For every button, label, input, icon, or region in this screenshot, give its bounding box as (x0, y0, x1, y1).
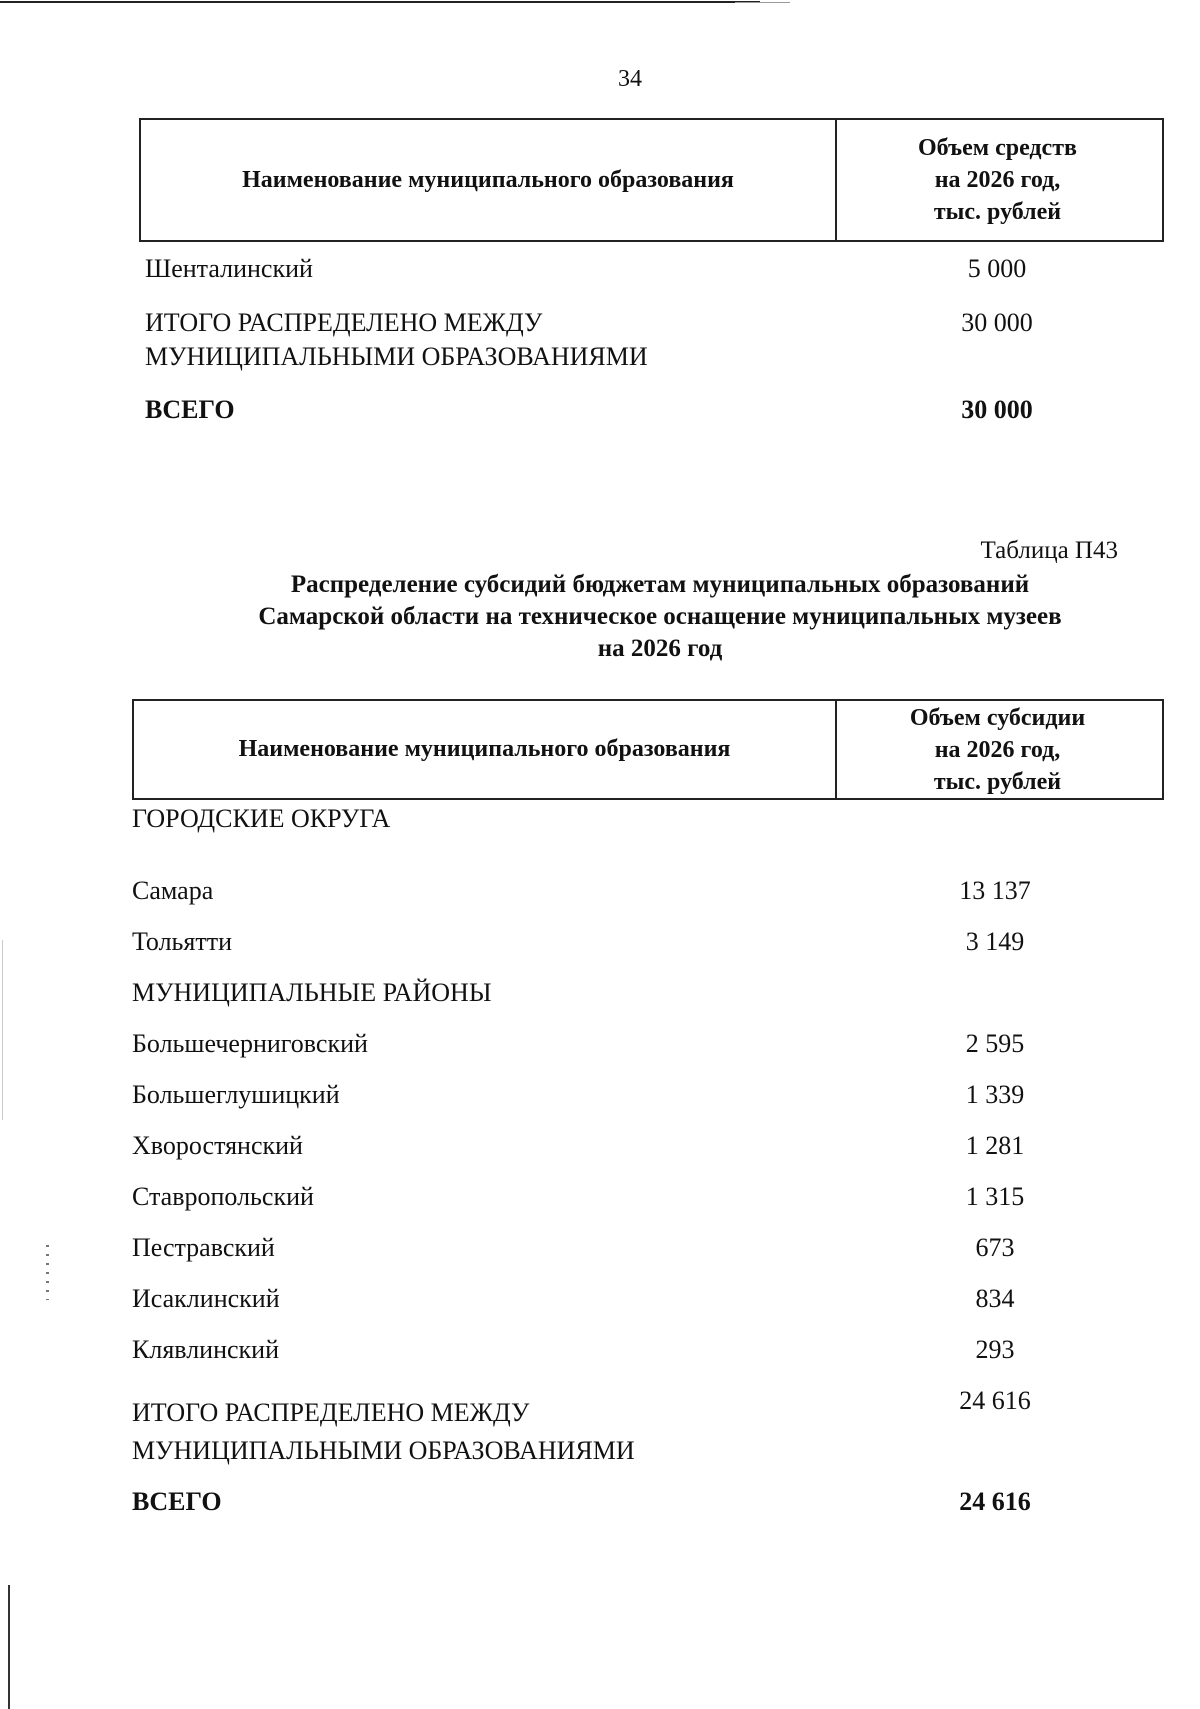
table-row-name: Самара (132, 876, 214, 905)
table-title-line: Распределение субсидий бюджетам муниципальных образований (290, 571, 1030, 598)
table2-header-value (833, 701, 1162, 798)
table-title-line: на 2026 год (597, 635, 723, 662)
table-row-value: 5 000 (967, 254, 1027, 283)
table-row-value: 673 (975, 1233, 1015, 1262)
scan-edge-bar (8, 1585, 10, 1709)
table-row-value: 2 595 (965, 1029, 1025, 1058)
scan-edge-line (0, 1, 760, 3)
table-row-value: 3 149 (965, 927, 1025, 956)
table-row-value: 834 (975, 1284, 1015, 1313)
table-row-value: 1 339 (965, 1080, 1025, 1109)
table-row-value: 13 137 (959, 876, 1031, 905)
table-row-name: Хворостянский (132, 1131, 303, 1160)
table2-header-value-line: на 2026 год, (934, 736, 1061, 763)
table-row-name: Клявлинский (132, 1335, 280, 1364)
section-heading: ГОРОДСКИЕ ОКРУГА (132, 804, 391, 833)
scan-edge-faint (2, 940, 3, 1120)
table-row-name: Ставропольский (132, 1182, 314, 1211)
page-number: 34 (618, 66, 642, 92)
scan-edge-dots (46, 1245, 49, 1300)
table-title (130, 569, 1190, 665)
table-row-name: Тольятти (132, 927, 233, 956)
table2-header-value-line: тыс. рублей (933, 768, 1062, 795)
table-row-name: Большеглушицкий (132, 1080, 340, 1109)
table1-header (139, 118, 1164, 242)
table-row-value: 293 (975, 1335, 1015, 1364)
table-row-name: МУНИЦИПАЛЬНЫМИ ОБРАЗОВАНИЯМИ (145, 342, 648, 371)
table1-header-value-line: тыс. рублей (933, 199, 1062, 225)
table-row-name: ВСЕГО (145, 395, 235, 424)
table-caption: Таблица П43 (980, 537, 1118, 564)
table1-header-value-line: на 2026 год, (934, 167, 1061, 193)
table-row-name: Шенталинский (145, 254, 313, 283)
section-heading: МУНИЦИПАЛЬНЫЕ РАЙОНЫ (132, 978, 492, 1007)
table-row-name: Большечерниговский (132, 1029, 368, 1058)
table2-header-name: Наименование муниципального образования (134, 701, 837, 798)
table2-header (132, 699, 1164, 800)
table-row-name: Пестравский (132, 1233, 275, 1262)
table-row-value: 1 315 (965, 1182, 1025, 1211)
table-row-value: 1 281 (965, 1131, 1025, 1160)
table-title-line: Самарской области на техническое оснащение муниципальных музеев (258, 603, 1062, 630)
table1-header-name: Наименование муниципального образования (141, 120, 837, 240)
table-row-name: ВСЕГО (132, 1487, 222, 1516)
table-row-name: МУНИЦИПАЛЬНЫМИ ОБРАЗОВАНИЯМИ (132, 1436, 635, 1465)
table1-header-value-line: Объем средств (918, 135, 1077, 161)
table-row-value: 24 616 (959, 1386, 1031, 1415)
table-row-name: ИТОГО РАСПРЕДЕЛЕНО МЕЖДУ (132, 1398, 530, 1427)
table-row-value: 30 000 (961, 308, 1033, 337)
scan-edge-dash (735, 2, 790, 3)
table1-header-value (833, 120, 1162, 240)
table-row-name: ИТОГО РАСПРЕДЕЛЕНО МЕЖДУ (145, 308, 543, 337)
table-row-value: 24 616 (959, 1487, 1031, 1516)
table-row-value: 30 000 (961, 395, 1033, 424)
table2-header-value-line: Объем субсидии (909, 704, 1086, 731)
table-row-name: Исаклинский (132, 1284, 280, 1313)
